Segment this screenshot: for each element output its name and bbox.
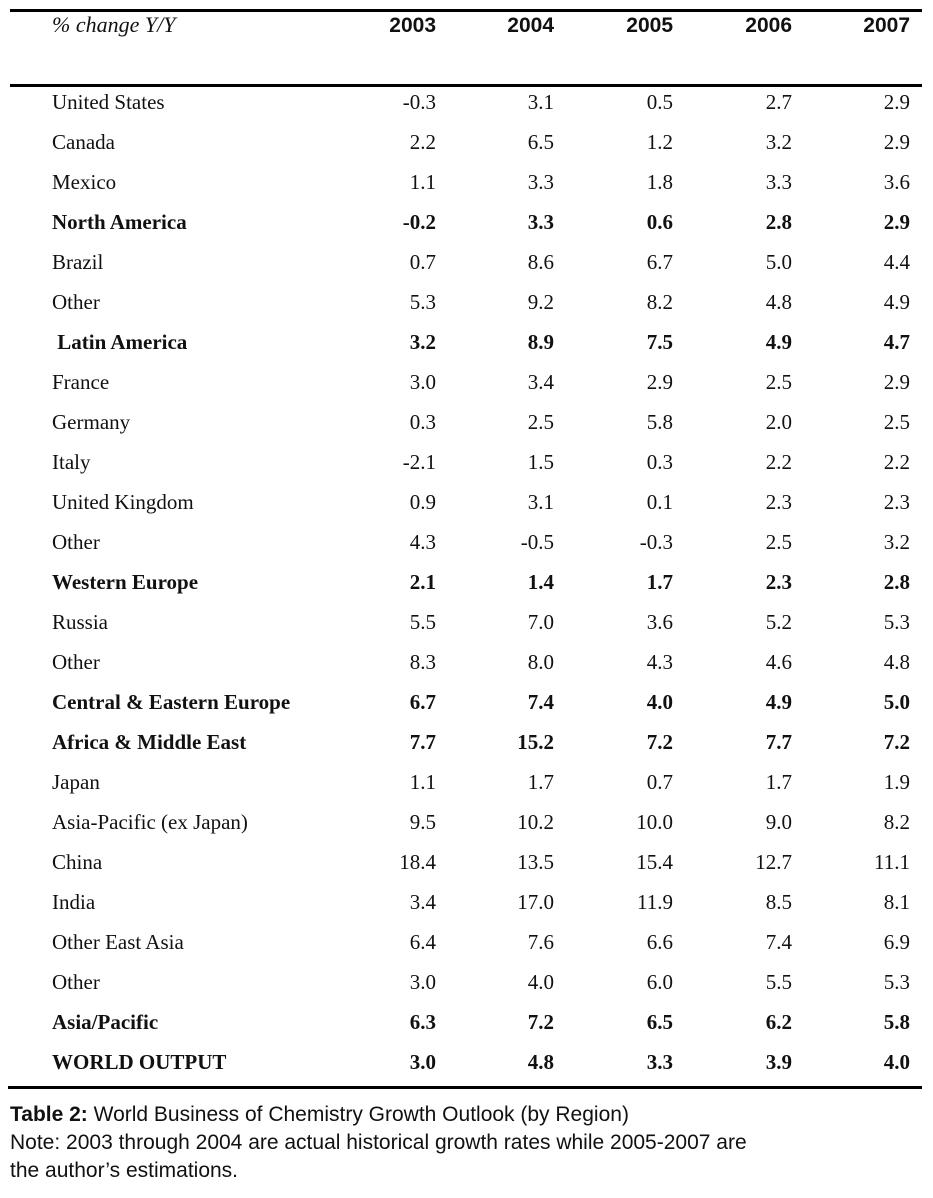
cell-2007: 2.9 <box>883 130 910 154</box>
row-label: Other <box>52 530 100 554</box>
cell-2005: 2.9 <box>646 370 673 394</box>
row-label: Other <box>52 970 100 994</box>
cell-2004: 7.2 <box>527 1010 554 1034</box>
cell-2003: 6.3 <box>409 1010 436 1034</box>
year-header-2005: 2005 <box>626 14 673 37</box>
row-label: France <box>52 370 110 394</box>
cell-2007: 11.1 <box>874 850 910 874</box>
cell-2004: 7.6 <box>527 930 554 954</box>
cell-2006: 2.5 <box>765 530 792 554</box>
table-body <box>0 88 933 1088</box>
cell-2006: 2.3 <box>765 490 792 514</box>
table-caption <box>10 1101 910 1185</box>
table-row <box>0 88 933 128</box>
cell-2007: 2.9 <box>883 370 910 394</box>
table-row <box>0 888 933 928</box>
cell-2004: 3.3 <box>527 170 554 194</box>
cell-2007: 3.6 <box>883 170 910 194</box>
cell-2005: 3.3 <box>646 1050 673 1074</box>
cell-2003: 5.3 <box>409 290 436 314</box>
corner-label: % change Y/Y <box>52 12 176 37</box>
cell-2007: 2.9 <box>883 90 910 114</box>
cell-2005: 0.1 <box>646 490 673 514</box>
cell-2006: 8.5 <box>765 890 792 914</box>
cell-2007: 2.8 <box>883 570 910 594</box>
cell-2007: 5.0 <box>883 690 910 714</box>
cell-2007: 4.4 <box>883 250 910 274</box>
cell-2006: 2.8 <box>765 210 792 234</box>
row-label: Mexico <box>52 170 117 194</box>
row-label: Africa & Middle East <box>52 730 247 754</box>
cell-2007: 3.2 <box>883 530 910 554</box>
table-row <box>0 488 933 528</box>
cell-2005: 5.8 <box>646 410 673 434</box>
row-label: Other <box>52 650 100 674</box>
cell-2006: 6.2 <box>765 1010 792 1034</box>
row-label: China <box>52 850 103 874</box>
cell-2004: 6.5 <box>527 130 554 154</box>
cell-2006: 3.3 <box>765 170 792 194</box>
cell-2005: 7.5 <box>646 330 673 354</box>
cell-2004: 2.5 <box>527 410 554 434</box>
table-row <box>0 168 933 208</box>
cell-2005: 8.2 <box>646 290 673 314</box>
table-row <box>0 728 933 768</box>
table-row <box>0 208 933 248</box>
cell-2005: 6.6 <box>646 930 673 954</box>
cell-2004: 7.0 <box>527 610 554 634</box>
cell-2004: 17.0 <box>517 890 554 914</box>
cell-2004: 3.4 <box>527 370 554 394</box>
table-row <box>0 768 933 808</box>
cell-2004: 13.5 <box>517 850 554 874</box>
cell-2006: 2.0 <box>765 410 792 434</box>
cell-2003: 3.0 <box>409 1050 436 1074</box>
cell-2003: 1.1 <box>409 770 436 794</box>
table-row <box>0 808 933 848</box>
cell-2003: 0.9 <box>409 490 436 514</box>
table-row <box>0 968 933 1008</box>
cell-2006: 2.2 <box>765 450 792 474</box>
table-header <box>0 12 933 44</box>
cell-2003: 2.1 <box>409 570 436 594</box>
cell-2006: 2.5 <box>765 370 792 394</box>
cell-2003: 3.0 <box>409 970 436 994</box>
cell-2005: 0.7 <box>646 770 673 794</box>
row-label: Russia <box>52 610 109 634</box>
cell-2006: 1.7 <box>765 770 792 794</box>
table-bottom-rule <box>8 1086 922 1089</box>
cell-2006: 9.0 <box>765 810 792 834</box>
cell-2005: 1.8 <box>646 170 673 194</box>
cell-2007: 7.2 <box>883 730 910 754</box>
row-label: United States <box>52 90 165 114</box>
row-label: Italy <box>52 450 91 474</box>
cell-2004: 4.8 <box>527 1050 554 1074</box>
cell-2005: 0.5 <box>646 90 673 114</box>
cell-2004: 8.0 <box>527 650 554 674</box>
cell-2007: 5.3 <box>883 970 910 994</box>
cell-2003: 6.4 <box>409 930 436 954</box>
table-row <box>0 1048 933 1088</box>
row-label: Brazil <box>52 250 104 274</box>
cell-2003: 4.3 <box>409 530 436 554</box>
cell-2006: 7.4 <box>765 930 792 954</box>
table-row <box>0 1008 933 1048</box>
cell-2003: 9.5 <box>409 810 436 834</box>
cell-2005: 15.4 <box>636 850 673 874</box>
cell-2007: 2.2 <box>883 450 910 474</box>
cell-2005: 6.5 <box>646 1010 673 1034</box>
cell-2004: -0.5 <box>520 530 554 554</box>
cell-2003: 18.4 <box>399 850 436 874</box>
caption-label: Table 2: <box>10 1103 88 1126</box>
cell-2007: 2.3 <box>883 490 910 514</box>
caption-note-line2: the author’s estimations. <box>10 1159 239 1182</box>
cell-2006: 5.5 <box>765 970 792 994</box>
table-row <box>0 648 933 688</box>
cell-2006: 7.7 <box>765 730 792 754</box>
row-label: India <box>52 890 96 914</box>
cell-2003: -0.2 <box>402 210 436 234</box>
year-header-2003: 2003 <box>389 14 436 37</box>
cell-2003: 6.7 <box>409 690 436 714</box>
row-label: Japan <box>52 770 100 794</box>
cell-2007: 4.7 <box>883 330 910 354</box>
table-row <box>0 848 933 888</box>
cell-2007: 8.1 <box>883 890 910 914</box>
cell-2007: 5.3 <box>883 610 910 634</box>
cell-2006: 12.7 <box>755 850 792 874</box>
year-header-2007: 2007 <box>863 14 910 37</box>
table-row <box>0 568 933 608</box>
cell-2003: 0.7 <box>409 250 436 274</box>
cell-2007: 1.9 <box>883 770 910 794</box>
cell-2004: 1.5 <box>527 450 554 474</box>
row-label: Latin America <box>52 330 188 354</box>
cell-2005: 7.2 <box>646 730 673 754</box>
table-row <box>0 608 933 648</box>
cell-2006: 2.7 <box>765 90 792 114</box>
row-label: North America <box>52 210 187 234</box>
table-row <box>0 928 933 968</box>
cell-2004: 8.9 <box>527 330 554 354</box>
cell-2005: 11.9 <box>637 890 673 914</box>
cell-2005: 10.0 <box>636 810 673 834</box>
row-label: Germany <box>52 410 131 434</box>
cell-2007: 2.5 <box>883 410 910 434</box>
cell-2006: 4.6 <box>765 650 792 674</box>
row-label: Asia-Pacific (ex Japan) <box>52 810 248 834</box>
cell-2005: 4.0 <box>646 690 673 714</box>
cell-2005: 4.3 <box>646 650 673 674</box>
row-label: United Kingdom <box>52 490 194 514</box>
cell-2007: 4.8 <box>883 650 910 674</box>
cell-2007: 8.2 <box>883 810 910 834</box>
table-row <box>0 448 933 488</box>
cell-2004: 10.2 <box>517 810 554 834</box>
caption-note-line1: Note: 2003 through 2004 are actual historical growth rates while 2005-2007 are <box>10 1131 747 1154</box>
cell-2003: 7.7 <box>409 730 436 754</box>
cell-2004: 3.1 <box>527 90 554 114</box>
cell-2007: 4.9 <box>883 290 910 314</box>
cell-2005: 1.7 <box>646 570 673 594</box>
cell-2003: 3.2 <box>409 330 436 354</box>
cell-2006: 4.9 <box>765 330 792 354</box>
cell-2003: 0.3 <box>409 410 436 434</box>
row-label: Canada <box>52 130 115 154</box>
cell-2005: 0.6 <box>646 210 673 234</box>
cell-2004: 15.2 <box>517 730 554 754</box>
cell-2004: 1.4 <box>527 570 554 594</box>
row-label: Asia/Pacific <box>52 1010 159 1034</box>
cell-2003: -0.3 <box>402 90 436 114</box>
cell-2005: 6.0 <box>646 970 673 994</box>
cell-2006: 5.2 <box>765 610 792 634</box>
cell-2003: -2.1 <box>402 450 436 474</box>
cell-2005: -0.3 <box>639 530 673 554</box>
table-row <box>0 408 933 448</box>
cell-2003: 3.0 <box>409 370 436 394</box>
year-header-2004: 2004 <box>507 14 554 37</box>
cell-2004: 9.2 <box>527 290 554 314</box>
caption-title-line <box>10 1101 910 1129</box>
cell-2003: 8.3 <box>409 650 436 674</box>
cell-2005: 6.7 <box>646 250 673 274</box>
cell-2005: 3.6 <box>646 610 673 634</box>
cell-2004: 3.3 <box>527 210 554 234</box>
cell-2005: 1.2 <box>646 130 673 154</box>
cell-2003: 5.5 <box>409 610 436 634</box>
cell-2004: 3.1 <box>527 490 554 514</box>
cell-2004: 1.7 <box>527 770 554 794</box>
cell-2006: 4.9 <box>765 690 792 714</box>
cell-2007: 6.9 <box>883 930 910 954</box>
table-row <box>0 368 933 408</box>
cell-2004: 8.6 <box>527 250 554 274</box>
table-row <box>0 328 933 368</box>
cell-2003: 1.1 <box>409 170 436 194</box>
cell-2006: 2.3 <box>765 570 792 594</box>
cell-2006: 4.8 <box>765 290 792 314</box>
row-label: WORLD OUTPUT <box>52 1050 227 1074</box>
row-label: Central & Eastern Europe <box>52 690 291 714</box>
row-label: Other East Asia <box>52 930 184 954</box>
header-rule <box>10 84 922 87</box>
cell-2007: 4.0 <box>883 1050 910 1074</box>
table-row <box>0 248 933 288</box>
cell-2004: 4.0 <box>527 970 554 994</box>
cell-2003: 3.4 <box>409 890 436 914</box>
cell-2003: 2.2 <box>409 130 436 154</box>
table-row <box>0 528 933 568</box>
cell-2004: 7.4 <box>527 690 554 714</box>
cell-2007: 5.8 <box>883 1010 910 1034</box>
cell-2005: 0.3 <box>646 450 673 474</box>
cell-2007: 2.9 <box>883 210 910 234</box>
caption-title: World Business of Chemistry Growth Outlook (by Region) <box>87 1103 629 1126</box>
year-header-2006: 2006 <box>745 14 792 37</box>
row-label: Other <box>52 290 100 314</box>
cell-2006: 5.0 <box>765 250 792 274</box>
table-row <box>0 288 933 328</box>
table-row <box>0 128 933 168</box>
row-label: Western Europe <box>52 570 199 594</box>
cell-2006: 3.2 <box>765 130 792 154</box>
cell-2006: 3.9 <box>765 1050 792 1074</box>
table-row <box>0 688 933 728</box>
